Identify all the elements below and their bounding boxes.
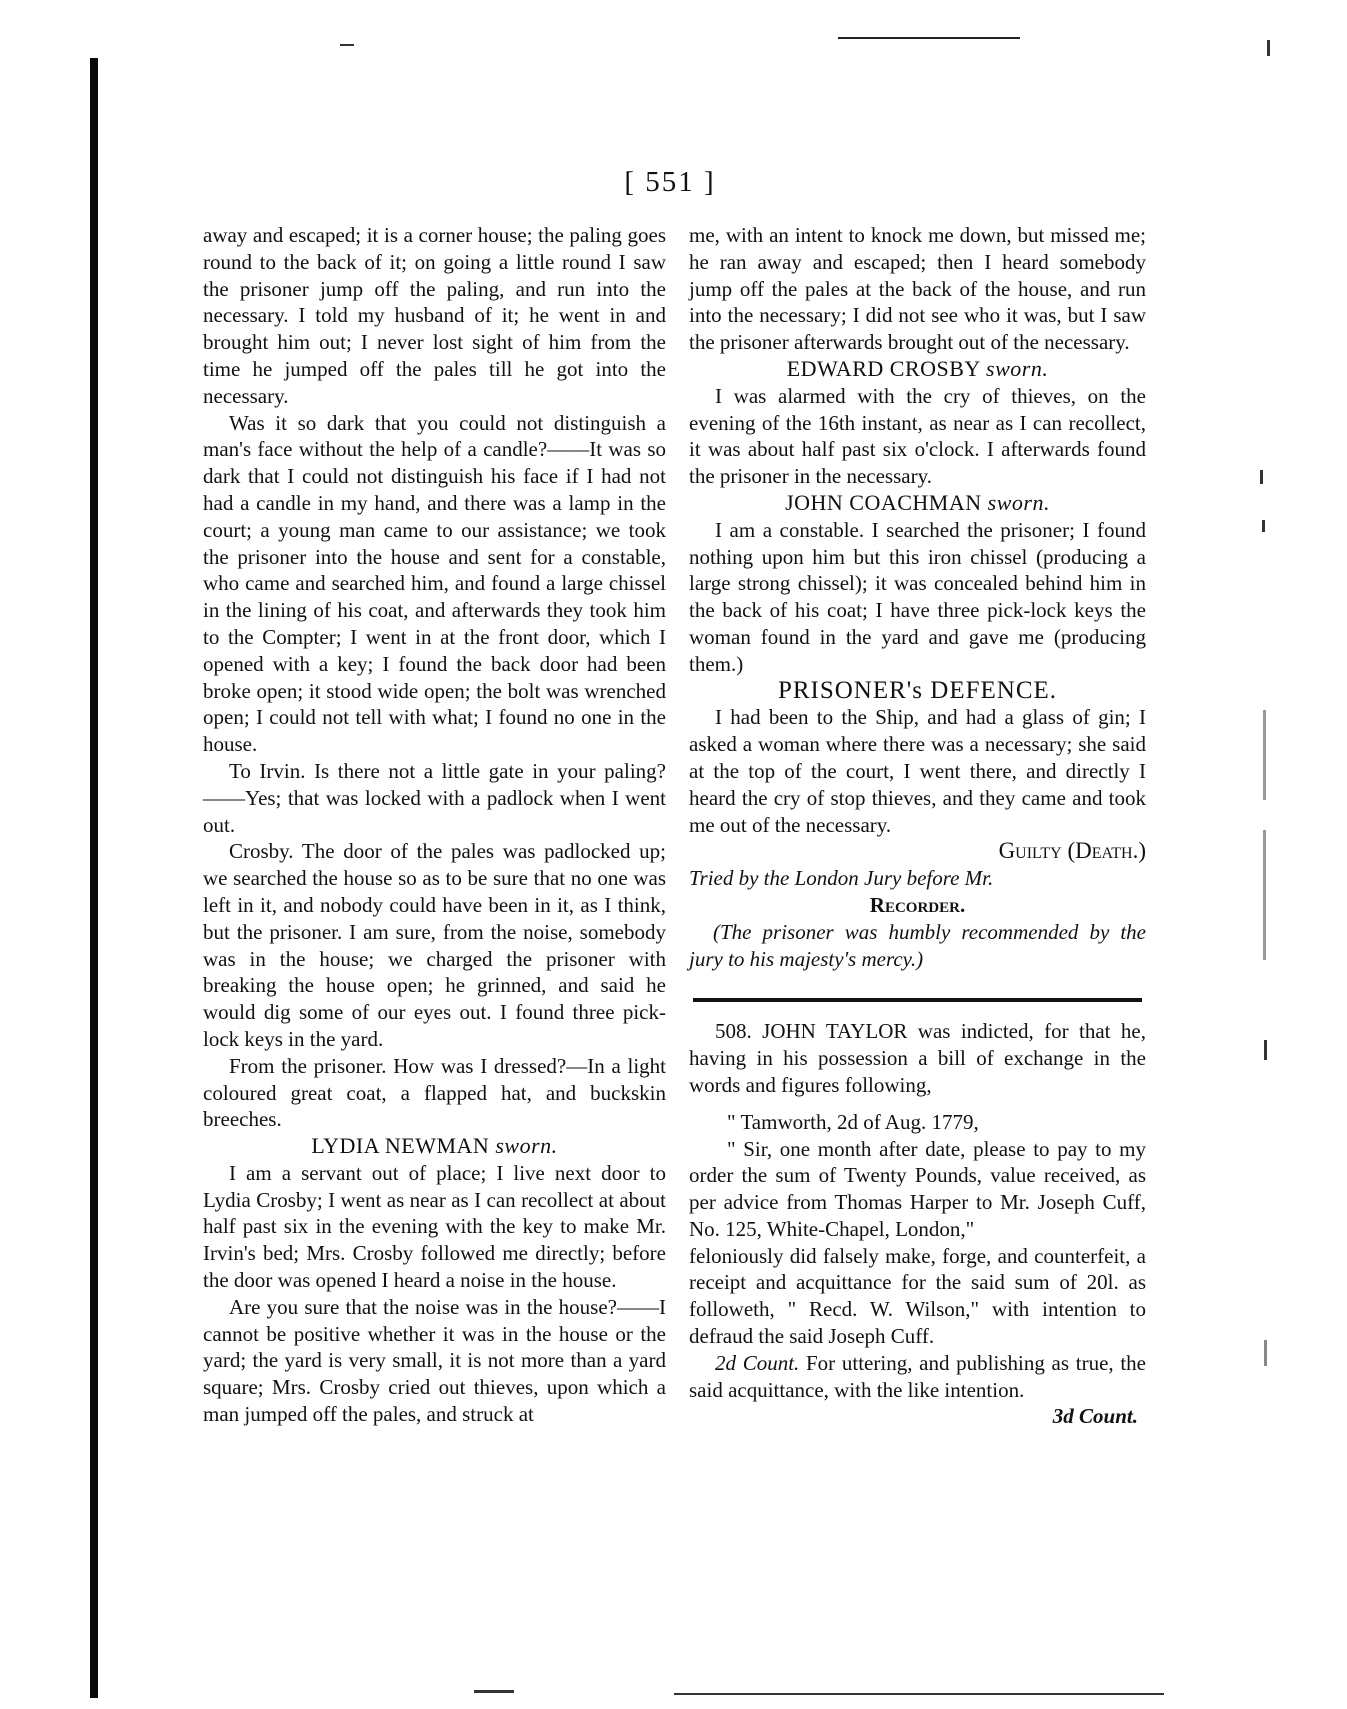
witness-heading (689, 490, 1146, 517)
witness-name: EDWARD CROSBY (786, 355, 981, 381)
scan-speck (1263, 710, 1266, 800)
scan-speck (1264, 1340, 1267, 1366)
left-paragraph: I am a servant out of place; I live next door to Lydia Crosby; I went as near as I can recollect at about half past six in the evening with the key to make Mr. Irvin's bed; Mrs. Crosby followed me directly; before the door was opened I heard a noise in the house. (203, 1160, 666, 1293)
left-paragraph: To Irvin. Is there not a little gate in your paling?——Yes; that was locked with a padlock when I went out. (203, 758, 666, 837)
witness-name: LYDIA NEWMAN (311, 1133, 490, 1159)
mercy-recommendation: (The prisoner was humbly recommended by the jury to his majesty's mercy.) (689, 919, 1146, 971)
scan-speck (1262, 520, 1265, 532)
defence-heading: PRISONER's DEFENCE. (777, 676, 1058, 704)
scan-speck (474, 1690, 514, 1693)
count-text: For uttering, and publishing as true, the said acquittance, with the like intention. (689, 1350, 1146, 1402)
witness-sworn: sworn. (495, 1133, 558, 1159)
right-paragraph: I had been to the Ship, and had a glass of gin; I asked a woman where there was a necessary; she said at the top of the court, I went there, and directly I heard the cry of stop thieves, and they came and took me out of the necessary. (689, 705, 1146, 837)
left-column (203, 222, 666, 1428)
witness-sworn: sworn. (986, 355, 1049, 381)
left-paragraph: Crosby. The door of the pales was padlocked up; we searched the house so as to be sure that no one was left in it, and nobody could have been in it, as I think, but the prisoner. I am sure, from the noise, somebody was in the house; we charged the prisoner with breaking the house open; he grinned, and said he would dig some of our eyes out. I found three pick-lock keys in the yard. (203, 839, 666, 1051)
left-paragraph: From the prisoner. How was I dressed?—In a light coloured great coat, a flapped hat, and buckskin breeches. (203, 1053, 666, 1132)
witness-name: JOHN COACHMAN (785, 489, 982, 515)
tried-line: Tried by the London Jury before Mr. (689, 866, 994, 891)
witness-sworn: sworn. (987, 489, 1050, 515)
witness-heading (203, 1133, 666, 1160)
scan-speck (1264, 1040, 1267, 1060)
right-column (689, 222, 1146, 1430)
case-divider (693, 998, 1142, 1002)
count-label: 2d Count. (715, 1350, 800, 1375)
bottom-rule (674, 1693, 1164, 1695)
second-count (689, 1350, 1146, 1404)
recorder-line: Recorder. (869, 892, 966, 917)
right-paragraph: I was alarmed with the cry of thieves, on the evening of the 16th instant, as near as I can recollect, it was about half past six o'clock. I afterwards found the prisoner in the necessary. (689, 383, 1146, 489)
left-paragraph: Are you sure that the noise was in the house?——I cannot be positive whether it was in the house or the yard; the yard is very small, it is not more than a yard square; Mrs. Crosby cried out thieves, upon which a man jumped off the pales, and struck at (203, 1294, 666, 1427)
case-intro: 508. JOHN TAYLOR was indicted, for that he, having in his possession a bill of exchange in the words and figures following, (689, 1019, 1146, 1097)
scan-speck (1267, 40, 1270, 56)
bill-quote-body: " Sir, one month after date, please to pay to my order the sum of Twenty Pounds, value received, as per advice from Thomas Harper to Mr. Joseph Cuff, No. 125, White-Chapel, London," (689, 1136, 1146, 1241)
bill-quote-date: " Tamworth, 2d of Aug. 1779, (727, 1109, 979, 1134)
page-number: [ 551 ] (624, 166, 716, 198)
charge-text: feloniously did falsely make, forge, and counterfeit, a receipt and acquittance for the said sum of 20l. as followeth, " Recd. W. Wilson," with intention to defraud the said Joseph Cuff. (689, 1243, 1146, 1349)
catchword: 3d Count. (1052, 1404, 1138, 1429)
left-paragraph: Was it so dark that you could not distinguish a man's face without the help of a candle?——It was so dark that I could not distinguish his face if I had not had a candle in my hand, and there was a lamp in the court; a young man came to our assistance; we took the prisoner into the house and sent for a constable, who came and searched him, and found a large chissel in the lining of his coat, and afterwards they took him to the Compter; I went in at the front door, which I opened with a key; I found the back door had been broke open; it stood wide open; the bolt was wrenched open; I could not tell with what; I found no one in the house. (203, 410, 666, 757)
scan-speck (1263, 830, 1266, 960)
right-paragraph: I am a constable. I searched the prisoner; I found nothing upon him but this iron chissel (producing a large strong chissel); it was concealed behind him in the back of his coat; I have three pick-lock keys the woman found in the yard and gave me (producing them.) (689, 517, 1146, 676)
top-rule (838, 37, 1020, 39)
witness-heading (689, 356, 1146, 383)
verdict: Guilty (Death.) (998, 838, 1146, 864)
scan-speck (1260, 470, 1263, 484)
right-paragraph: me, with an intent to knock me down, but missed me; he ran away and escaped; then I heard somebody jump off the pales at the back of the house, and run into the necessary; I did not see who it was, but I saw the prisoner afterwards brought out of the necessary. (689, 223, 1146, 355)
scan-speck (340, 44, 354, 46)
left-paragraph: away and escaped; it is a corner house; the paling goes round to the back of it; on going a little round I saw the prisoner jump off the paling, and run into the necessary. I told my husband of it; he went in and brought him out; I never lost sight of him from the time he jumped off the pales till he got into the necessary. (203, 223, 666, 408)
binding-edge (90, 58, 98, 1698)
